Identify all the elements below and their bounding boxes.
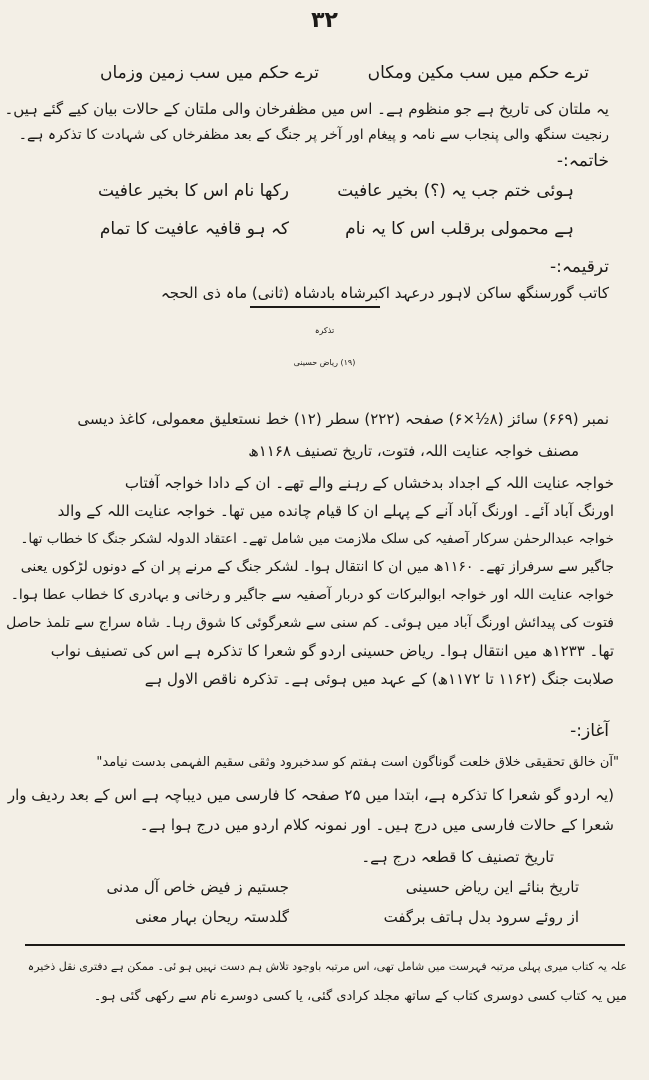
khatima-verse-2-right: ہے محمولی برقلب اس کا یہ نام [345, 219, 574, 239]
tarikh-verse-1-left: جستیم ز فیض خاص آل مدنی [106, 878, 289, 896]
tarikh-label: تاریخ تصنیف کا قطعہ درج ہے۔ [361, 848, 554, 866]
tarqeema-underline [250, 306, 380, 308]
body-line-4: جاگیر سے سرفراز تھے۔ ۱۱۶۰ھ میں ان کا انتقال ہوا۔ لشکر جنگ کے مرنے پر ان کے دونوں لڑکوں یعنی [20, 559, 614, 575]
body-line-5: خواجہ عنایت اللہ اور خواجہ ابوالبرکات کو دربار آصفیہ سے جاگیر و رخانی و بہادری کا خطاب عطا ہوا۔ [10, 587, 614, 603]
opening-verse-right: ترے حکم میں سب مکین ومکاں [367, 63, 589, 83]
author-line: مصنف خواجہ عنایت اللہ، فتوت، تاریخ تصنیف ۱۱۶۸ھ [248, 442, 579, 460]
entry-heading: (۱۹) ریاض حسینی [293, 358, 356, 367]
body-line-2: اورنگ آباد آئے۔ اورنگ آباد آنے کے پہلے ان کا قیام چانده میں تھا۔ خواجہ عنایت اللہ کے والد [57, 502, 614, 520]
aghaz-line-3: شعرا کے حالات فارسی میں درج ہیں۔ اور نمونہ کلام اردو میں درج ہوا ہے۔ [139, 816, 614, 834]
intro-line-1: یہ ملتان کی تاریخ ہے جو منظوم ہے۔ اس میں مظفرخان والی ملتان کے حالات بیان کیے گئے ہیں۔ [4, 100, 609, 118]
body-line-8: صلابت جنگ (۱۱۶۲ تا ۱۱۷۲ھ) کے عہد میں ہوئی ہے۔ تذکرہ ناقص الاول ہے [144, 670, 614, 688]
body-line-3: خواجہ عبدالرحمٰن سرکار آصفیہ کی سلک ملازمت میں شامل تھے۔ اعتقاد الدولہ لشکر جنگ کا خطاب تھا۔ [20, 531, 614, 547]
page-number: ۳۲ [311, 8, 338, 33]
footnote-line-2: میں یہ کتاب کسی دوسری کتاب کے ساتھ مجلد کرادی گئی، یا کسی دوسرے نام سے رکھی گئی ہو۔ [93, 989, 627, 1004]
aghaz-label: آغاز:- [570, 721, 609, 741]
intro-line-2: رنجیت سنگھ والی پنجاب سے نامہ و پیغام اور آخر پر جنگ کے بعد مظفرخاں کی شہادت کا تذکرہ ہے۔ [18, 127, 609, 143]
khatima-label: خاتمہ:- [556, 151, 609, 171]
opening-verse-left: ترے حکم میں سب زمین وزماں [100, 63, 319, 83]
khatima-verse-1-right: ہوئی ختم جب یہ (؟) بخیر عافیت [337, 181, 574, 201]
tarikh-verse-2-right: از روئے سرود بدل ہاتف برگفت [383, 908, 579, 926]
body-line-6: فتوت کی پیدائش اورنگ آباد میں ہوئی۔ کم سنی سے شعرگوئی کا شوق رہا۔ شاہ سراج سے تلمذ حاصل [6, 615, 614, 631]
footnote-divider [25, 944, 625, 946]
aghaz-line-2: (یہ اردو گو شعرا کا تذکرہ ہے، ابتدا میں ۲۵ صفحہ کا فارسی میں دیباچہ ہے اس کے بعد ردیف وار [7, 786, 614, 804]
khatima-verse-2-left: کہ ہو قافیہ عافیت کا تمام [99, 219, 289, 239]
aghaz-line-1: "آن خالق تحقیقی خلاق خلعت گوناگون است ہفتم کو سدخبرود وثقی سقیم الفہمی بدست نیامد" [96, 755, 619, 770]
khatima-verse-1-left: رکھا نام اس کا بخیر عافیت [97, 181, 289, 201]
footnote-line-1: علہ یہ کتاب میری پہلی مرتبہ فہرست میں شامل تھی، اس مرتبہ باوجود تلاش ہم دست نہیں ہو ئی۔ ممکن ہے دفتری نقل ذخیرہ [27, 960, 627, 973]
body-line-1: خواجہ عنایت اللہ کے اجداد بدخشاں کے رہنے والے تھے۔ ان کے دادا خواجہ آفتاب [124, 474, 614, 492]
tarikh-verse-2-left: گلدستہ ریحان بہار معنی [135, 908, 289, 926]
tarqeema-label: ترقیمہ:- [549, 257, 609, 277]
tarikh-verse-1-right: تاریخ بنائے این ریاض حسینی [405, 878, 579, 896]
section-title: تذکرہ [314, 326, 335, 335]
tarqeema-text: کاتب گورسنگھ ساکن لاہور درعہد اکبرشاہ بادشاہ (ثانی) ماہ ذی الحجہ [160, 284, 609, 302]
body-line-7: تھا۔ ۱۲۳۳ھ میں انتقال ہوا۔ ریاض حسینی اردو گو شعرا کا تذکرہ ہے اس کی تصنیف نواب [50, 642, 614, 660]
details-line: نمبر (۶۶۹) سائز (۸½×۶) صفحہ (۲۲۲) سطر (۱۲) خط نستعلیق معمولی، کاغذ دیسی [77, 410, 609, 428]
